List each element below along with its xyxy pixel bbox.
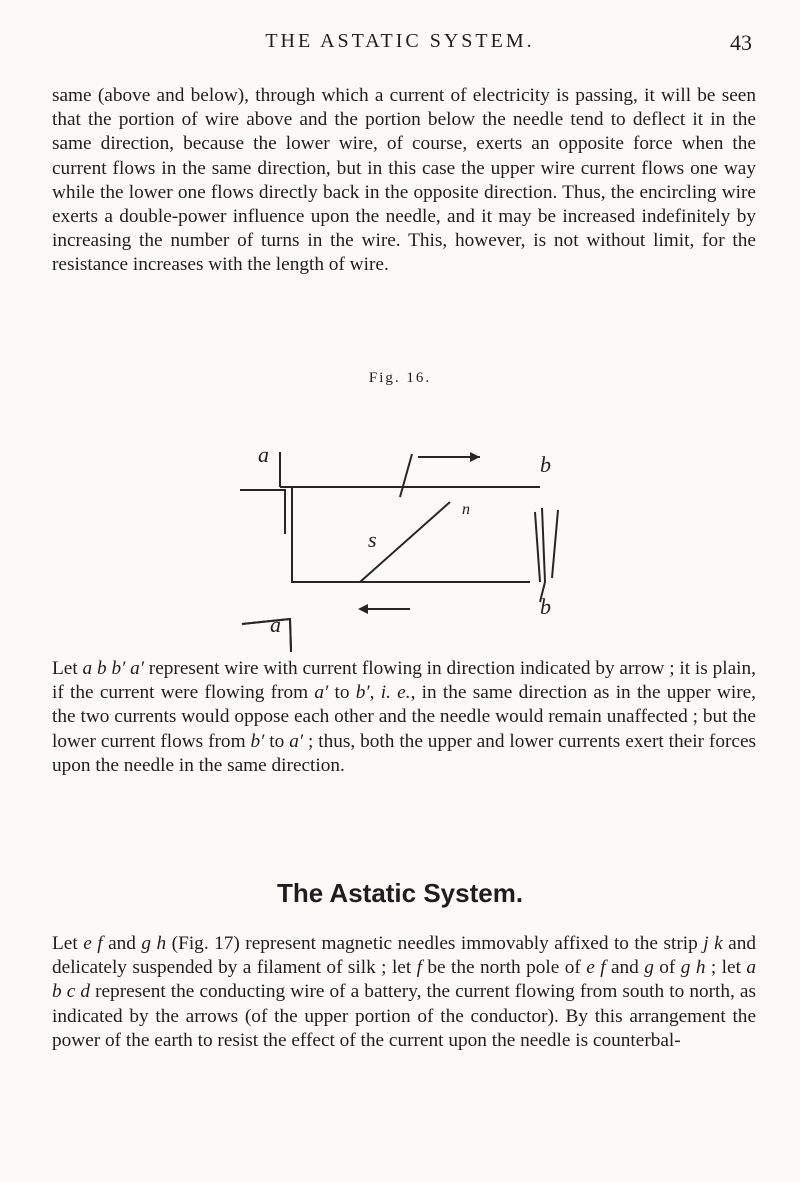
p3-text-9: represent the conducting wire of a battery, the current flowing from south to north, as indicated by the arrows (of the upper portion of the conductor). By this arrangement the power of the earth to resist the effect of the current upon the needle is counterbal- [52, 981, 756, 1051]
p2-text-3: to [328, 682, 356, 704]
p2-var-4: i. e. [380, 682, 411, 704]
p3-var-6: g [644, 957, 654, 979]
p3-text-7: of [653, 957, 681, 979]
outer-left-bracket [240, 490, 285, 534]
p3-var-7: g h [680, 957, 706, 979]
figure-16-svg [240, 392, 570, 652]
coil-lead-in [242, 619, 290, 624]
p2-text-5: , in the same direction as in the upper wire, the two currents would oppose each other and the needle would remain unaffected ; but the lower current flows from [52, 682, 757, 752]
running-title: THE ASTATIC SYSTEM. [265, 30, 535, 52]
label-n: n [462, 501, 470, 518]
label-a-top: a [258, 442, 269, 467]
page-number: 43 [730, 30, 752, 55]
p2-text-2: represent wire with current flowing in direction indicated by arrow ; it is plain, if the current were flowing from [52, 658, 756, 704]
p2-var-2: a′ [314, 682, 329, 704]
p3-var-2: g h [141, 933, 167, 954]
p3-var-5: e f [586, 957, 606, 979]
p2-var-5: b′ [250, 730, 265, 752]
p3-text-5: be the north pole of [422, 957, 587, 979]
p2-text-6: to [264, 730, 290, 752]
paragraph-intro: same (above and below), through which a current of electricity is passing, it will be seen that the portion of wire above and the portion below the needle tend to deflect it in the same direction, because the lower wire, of course, exerts an opposite force when the current flows in the same direction, but in this case the upper wire current flows one way while the lower one flows directly back in the opposite direction. Thus, the encircling wire exerts a double-power influence upon the needle, and it may be increased indefinitely by increasing the number of turns in the wire. This, however, is not without limit, for the resistance increases with the length of wire. [52, 85, 756, 276]
p2-text-7: ; thus, both the upper and lower currents exert their forces upon the needle in the same direction. [52, 730, 757, 776]
p3-var-4: f [416, 957, 422, 979]
p2-var-6: a′ [289, 730, 304, 752]
p2-var-1: a b b′ a′ [82, 658, 144, 679]
p2-var-3: b′ [355, 682, 370, 704]
coil-right-stroke [552, 510, 558, 578]
running-head [0, 30, 800, 60]
coil-right-side [535, 512, 540, 582]
lower-arrowhead [358, 604, 368, 614]
p3-var-3: j k [703, 933, 723, 954]
p3-text-3: (Fig. 17) represent magnetic needles immovably affixed to the strip [166, 933, 704, 954]
needle-pivot [400, 454, 412, 497]
figure-caption: Fig. 16. [368, 370, 432, 386]
p3-text-8: ; let [705, 957, 747, 979]
paragraph-astatic [52, 932, 756, 1053]
coil-left-side [290, 619, 292, 652]
label-b-bottom: b [540, 594, 551, 619]
upper-arrowhead [470, 452, 480, 462]
section-heading: The Astatic System. [276, 878, 524, 908]
figure-16-diagram [240, 392, 570, 652]
p3-var-8: a b c d [52, 957, 756, 1003]
paragraph-explanation [52, 657, 756, 778]
label-b-top: b [540, 452, 551, 477]
p3-var-1: e f [83, 933, 103, 954]
p3-text-6: and [605, 957, 645, 979]
p2-text-4: , [369, 682, 381, 704]
label-a-bottom: a [270, 612, 281, 637]
p3-text-1: Let [52, 933, 84, 954]
p3-text-2: and [102, 933, 142, 954]
coil-right-bracket [540, 508, 545, 602]
coil-left-and-lower-wire [292, 487, 530, 582]
p2-text-1: Let [52, 658, 83, 679]
label-s: s [368, 527, 377, 552]
p3-text-4: and delicately suspended by a filament of silk ; let [52, 933, 756, 979]
